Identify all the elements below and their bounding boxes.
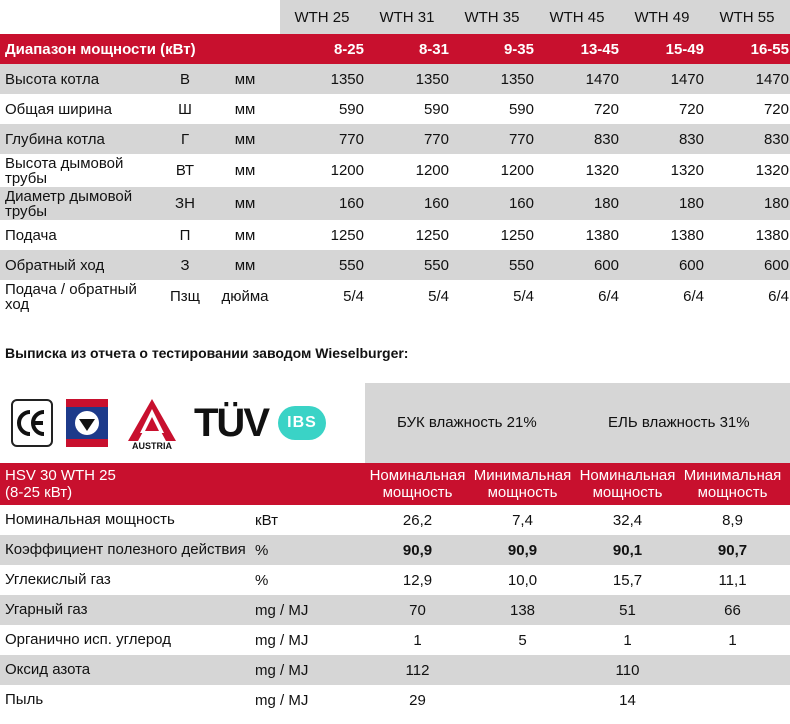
test-value: 32,4 [612,511,643,529]
test-row-unit: кВт [255,511,278,529]
power-range-value: 15-49 [665,40,704,58]
test-row [0,655,790,685]
spec-value: 1320 [670,162,704,179]
spec-row [0,64,790,94]
spec-value: 600 [763,256,789,274]
spec-value: 160 [338,195,364,212]
test-value: 51 [619,601,636,619]
fuel-header [365,383,790,463]
tuv-logo: TÜV [194,400,268,445]
fuel-spruce: ЕЛЬ влажность 31% [608,414,750,431]
spec-row-symbol: ВТ [175,162,195,179]
spec-value: 1200 [330,162,364,179]
spec-value: 180 [593,195,619,212]
spec-value: 5/4 [428,288,449,305]
quality-seal-icon [64,397,110,449]
test-row-label: Угарный газ [5,601,88,618]
spec-row-symbol: З [180,256,190,274]
spec-row [0,187,790,220]
spec-row-label: Подача [5,226,57,244]
test-value: 112 [405,661,430,679]
test-value: 14 [619,691,636,709]
spec-value: 1380 [585,226,619,244]
spec-value: 6/4 [768,288,789,305]
report-title: Выписка из отчета о тестировании заводом Wieselburger: [5,345,409,361]
test-row-unit: mg / MJ [255,691,309,709]
model-header: WTH 49 [634,8,690,26]
spec-row-unit: мм [234,195,256,212]
test-value: 7,4 [512,511,533,529]
spec-value: 180 [678,195,704,212]
spec-value: 1200 [500,162,534,179]
spec-value: 770 [508,130,534,148]
model-header: WTH 45 [549,8,605,26]
spec-value: 1350 [330,70,364,88]
spec-value: 720 [678,100,704,118]
model-header: WTH 55 [719,8,775,26]
spec-value: 830 [678,130,704,148]
spec-value: 6/4 [598,288,619,305]
spec-row [0,124,790,154]
test-column-header: Минимальная мощность [473,467,572,501]
test-column-header: Номинальная мощность [579,467,676,501]
spec-value: 1470 [670,70,704,88]
test-value: 29 [409,691,426,709]
spec-value: 830 [763,130,789,148]
test-row [0,685,790,715]
spec-value: 770 [423,130,449,148]
spec-row [0,220,790,250]
power-range-value: 8-25 [333,40,364,58]
spec-row-unit: мм [234,162,256,179]
spec-value: 590 [508,100,534,118]
spec-value: 6/4 [683,288,704,305]
test-model [5,463,250,505]
spec-row [0,250,790,280]
test-table [0,463,790,715]
austria-logo-icon [120,395,184,451]
test-row [0,595,790,625]
test-row [0,505,790,535]
test-row-unit: % [255,541,269,559]
model-header: WTH 31 [379,8,435,26]
test-column-header: Минимальная мощность [683,467,782,501]
spec-row-label: Высота дымовой трубы [5,154,124,187]
spec-value: 1250 [500,226,534,244]
spec-value: 600 [593,256,619,274]
spec-row-symbol: В [179,70,190,88]
spec-value: 1380 [670,226,704,244]
test-model-name: HSV 30 WTH 25 [5,467,116,484]
test-row-unit: mg / MJ [255,601,309,619]
spec-row [0,94,790,124]
power-range-value: 9-35 [503,40,534,58]
power-range-row [0,34,790,64]
spec-value: 1470 [585,70,619,88]
test-column-header: Номинальная мощность [369,467,466,501]
spec-row [0,154,790,187]
spec-header-row [0,0,790,34]
spec-value: 720 [593,100,619,118]
test-header-row [0,463,790,505]
spec-value: 1350 [500,70,534,88]
power-range-value: 13-45 [580,40,619,58]
model-header: WTH 35 [464,8,520,26]
test-value: 110 [615,661,640,679]
spec-value: 160 [423,195,449,212]
spec-row-unit: мм [234,70,256,88]
spec-value: 770 [338,130,364,148]
test-value: 90,9 [402,541,433,559]
spec-value: 1470 [755,70,789,88]
spec-value: 1380 [755,226,789,244]
test-row-unit: mg / MJ [255,661,309,679]
spec-value: 1320 [585,162,619,179]
spec-value: 600 [678,256,704,274]
test-row-unit: % [255,571,269,589]
spec-row [0,280,790,313]
spec-row-unit: мм [234,100,256,118]
spec-row-symbol: Пзщ [170,288,200,305]
test-value: 1 [623,631,632,649]
test-value: 12,9 [402,571,433,589]
spec-value: 1200 [415,162,449,179]
test-value: 70 [409,601,426,619]
ce-mark-icon [10,398,54,448]
test-value: 90,7 [717,541,748,559]
test-row-unit: mg / MJ [255,631,309,649]
spec-row-symbol: ЗН [175,195,195,212]
spec-row-symbol: П [179,226,191,244]
power-range-value: 8-31 [418,40,449,58]
ibs-logo: IBS [278,406,326,440]
spec-row-label: Подача / обратный ход [5,280,137,313]
spec-row-label: Диаметр дымовой трубы [5,187,133,220]
test-row [0,535,790,565]
spec-value: 5/4 [343,288,364,305]
spec-value: 550 [508,256,534,274]
test-model-range: (8-25 кВт) [5,484,73,501]
spec-row-unit: мм [234,226,256,244]
spec-value: 1250 [415,226,449,244]
spec-value: 550 [423,256,449,274]
test-row-label: Оксид азота [5,661,91,678]
test-value: 90,9 [507,541,538,559]
test-value: 90,1 [612,541,643,559]
spec-row-unit: мм [234,130,256,148]
test-value: 66 [724,601,741,619]
test-value: 138 [509,601,536,619]
spec-table [0,0,790,313]
spec-row-symbol: Ш [178,100,192,118]
test-value: 10,0 [507,571,538,589]
spec-value: 830 [593,130,619,148]
spec-row-label: Высота котла [5,70,100,88]
spec-row-label: Глубина котла [5,130,105,148]
spec-value: 550 [338,256,364,274]
test-value: 8,9 [722,511,743,529]
test-value: 26,2 [402,511,433,529]
test-value: 1 [728,631,737,649]
certification-logos [0,383,365,463]
fuel-beech: БУК влажность 21% [397,414,537,431]
test-value: 11,1 [718,571,747,589]
test-row-label: Углекислый газ [5,571,111,588]
spec-value: 5/4 [513,288,534,305]
spec-row-unit: мм [234,256,256,274]
power-range-value: 16-55 [750,40,789,58]
spec-value: 1250 [330,226,364,244]
power-range-label: Диапазон мощности (кВт) [5,40,196,58]
spec-value: 1320 [755,162,789,179]
test-row-label: Коэффициент полезного действия [5,541,246,558]
spec-value: 590 [338,100,364,118]
test-value: 1 [413,631,422,649]
test-value: 15,7 [612,571,643,589]
spec-value: 1350 [415,70,449,88]
spec-value: 180 [763,195,789,212]
test-row [0,625,790,655]
svg-text:AUSTRIA: AUSTRIA [132,441,172,451]
spec-row-symbol: Г [180,130,190,148]
spec-value: 160 [508,195,534,212]
test-value: 5 [518,631,527,649]
test-row-label: Органично исп. углерод [5,631,171,648]
test-row-label: Номинальная мощность [5,511,175,528]
spec-row-unit: дюйма [221,288,269,305]
spec-value: 720 [763,100,789,118]
spec-row-label: Общая ширина [5,100,112,118]
spec-value: 590 [423,100,449,118]
spec-row-label: Обратный ход [5,256,105,274]
test-row [0,565,790,595]
model-header: WTH 25 [294,8,350,26]
test-row-label: Пыль [5,691,44,708]
